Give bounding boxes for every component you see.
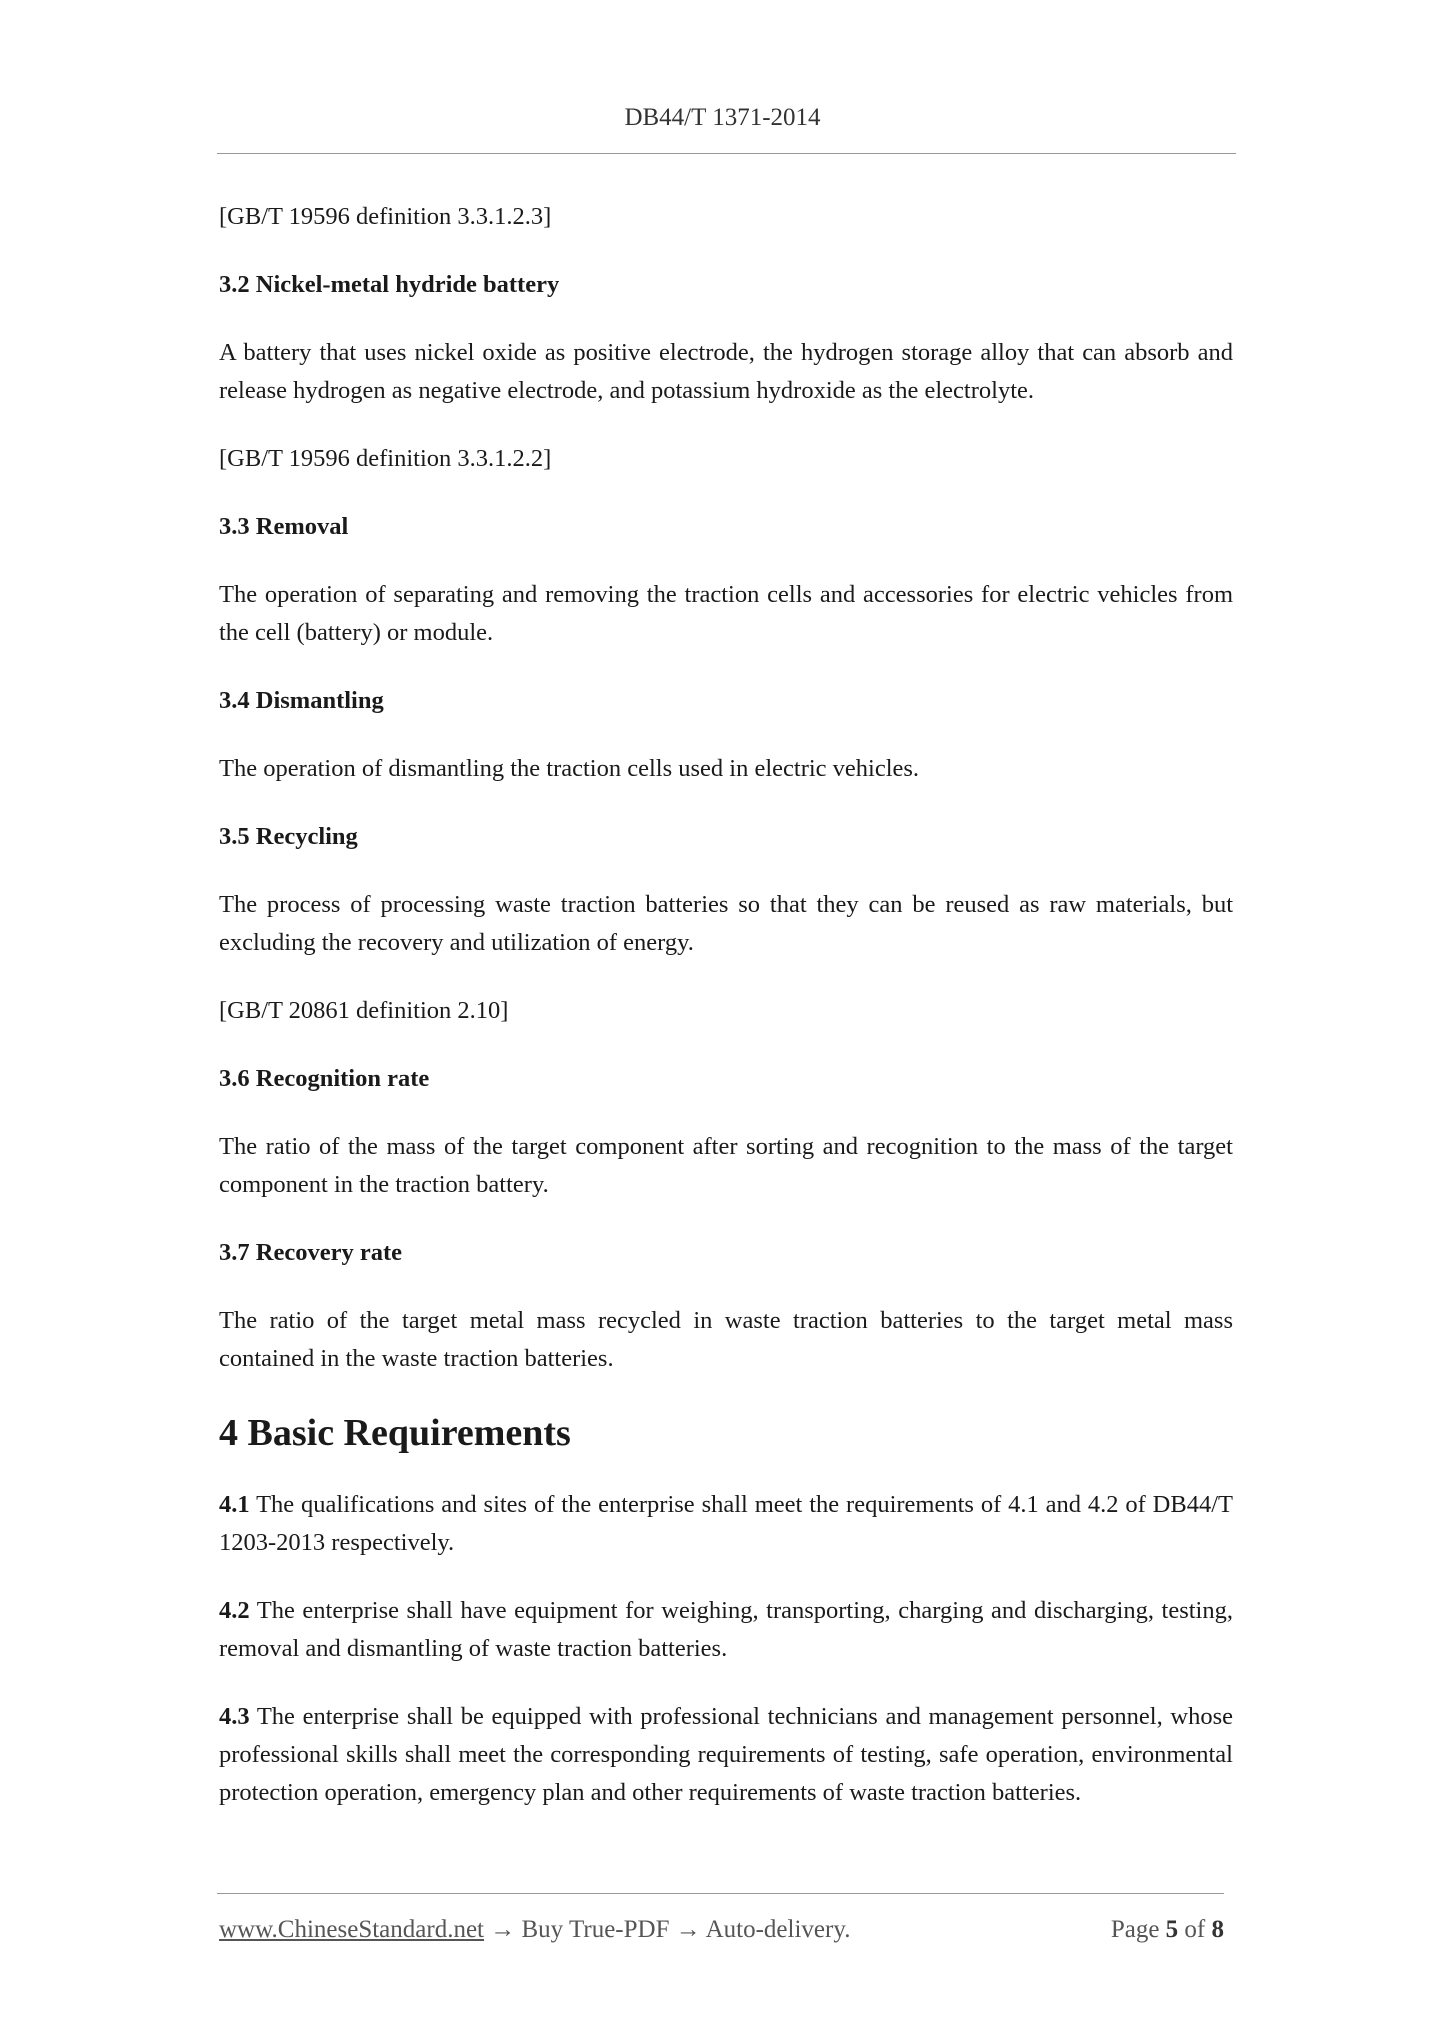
clause-4-3-text: The enterprise shall be equipped with professional technicians and management personnel, whose professional skills shall meet the corresponding requirements of testing, safe operation, environmental protection operation, emergency plan and other requirements of waste traction batteries. (219, 1703, 1233, 1806)
section-3-5-text: The process of processing waste traction batteries so that they can be reused as raw materials, but excluding the recovery and utilization of energy. (219, 891, 1233, 956)
current-page-number: 5 (1165, 1916, 1179, 1943)
clause-4-1 (219, 1486, 1233, 1562)
page-word: Page (1110, 1916, 1160, 1943)
section-3-3-text: The operation of separating and removing the traction cells and accessories for electric vehicles from the cell (battery) or module. (219, 581, 1233, 646)
section-3-2-text: A battery that uses nickel oxide as positive electrode, the hydrogen storage alloy that can absorb and release hydrogen as negative electrode, and potassium hydroxide as the electrolyte. (219, 339, 1233, 404)
clause-4-3-number: 4.3 (219, 1703, 250, 1730)
reference-3-5: [GB/T 20861 definition 2.10] (219, 997, 509, 1024)
header-divider (217, 153, 1236, 154)
page-footer (219, 1916, 1224, 1944)
footer-promo (219, 1916, 850, 1944)
section-3-4-heading: 3.4 Dismantling (219, 687, 384, 714)
chinese-standard-link[interactable]: www.ChineseStandard.net (219, 1916, 484, 1943)
section-3-7-text: The ratio of the target metal mass recycled in waste traction batteries to the target metal mass contained in the waste traction batteries. (219, 1307, 1233, 1372)
section-3-6-heading: 3.6 Recognition rate (219, 1065, 430, 1092)
clause-4-1-number: 4.1 (219, 1491, 250, 1518)
footer-promo-text: → Buy True-PDF → Auto-delivery. (484, 1916, 851, 1943)
section-3-4-text: The operation of dismantling the traction cells used in electric vehicles. (219, 755, 920, 782)
reference-3-2: [GB/T 19596 definition 3.3.1.2.2] (219, 445, 552, 472)
section-3-5-heading: 3.5 Recycling (219, 823, 358, 850)
clause-4-2-number: 4.2 (219, 1597, 250, 1624)
section-3-7-heading: 3.7 Recovery rate (219, 1239, 402, 1266)
clause-4-1-text: The qualifications and sites of the enterprise shall meet the requirements of 4.1 and 4.2 of DB44/T 1203-2013 respectively. (219, 1491, 1233, 1556)
section-4-heading: 4 Basic Requirements (219, 1412, 571, 1454)
document-body (219, 198, 1233, 1842)
total-pages-number: 8 (1211, 1916, 1224, 1943)
page-indicator (1111, 1916, 1224, 1944)
clause-4-2 (219, 1592, 1233, 1668)
page-header: DB44/T 1371-2014 (624, 104, 821, 131)
clause-4-3 (219, 1698, 1233, 1812)
footer-divider (217, 1893, 1224, 1894)
section-3-2-heading: 3.2 Nickel-metal hydride battery (219, 271, 560, 298)
section-3-3-heading: 3.3 Removal (219, 513, 349, 540)
of-word: of (1184, 1916, 1206, 1943)
reference-3-1: [GB/T 19596 definition 3.3.1.2.3] (219, 203, 552, 230)
section-3-6-text: The ratio of the mass of the target component after sorting and recognition to the mass of the target component in the traction battery. (219, 1133, 1233, 1198)
clause-4-2-text: The enterprise shall have equipment for weighing, transporting, charging and discharging, testing, removal and dismantling of waste traction batteries. (219, 1597, 1233, 1662)
